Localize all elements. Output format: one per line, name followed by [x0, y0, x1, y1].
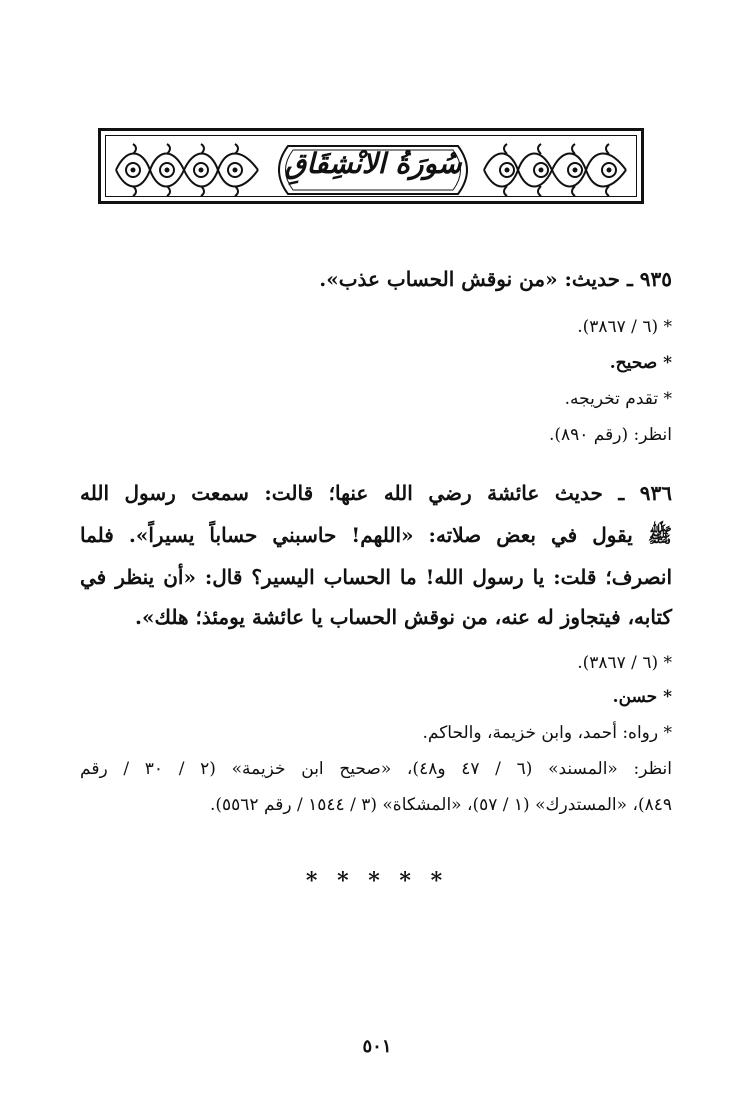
- arabesque-ornament-right-icon: [480, 142, 630, 198]
- hadith-936-line-1: ٩٣٦ ـ حديث عائشة رضي الله عنها؛ قالت: سمعت رسول الله: [80, 481, 672, 505]
- hadith-936-reference: * (٦ / ٣٨٦٧).: [577, 653, 672, 673]
- hadith-936-see-also-2: ٨٤٩)، «المستدرك» (١ / ٥٧)، «المشكاة» (٣ / ١٥٤٤ / رقم ٥٥٦٢).: [209, 795, 672, 815]
- hadith-936-line-3: انصرف؛ قلت: يا رسول الله! ما الحساب اليسير؟ قال: «أن ينظر في: [80, 565, 672, 589]
- hadith-935-text: ٩٣٥ ـ حديث: «من نوقش الحساب عذب».: [319, 267, 672, 291]
- arabesque-ornament-left-icon: [112, 142, 262, 198]
- banner-inner-frame: [105, 135, 637, 197]
- hadith-935-note: * تقدم تخريجه.: [564, 389, 672, 409]
- surah-header-banner: [98, 128, 644, 204]
- page-number: ٥٠١: [362, 1036, 392, 1057]
- hadith-936-line-4: كتابه، فيتجاوز له عنه، من نوقش الحساب يا عائشة يومئذ؛ هلك».: [135, 605, 672, 629]
- section-separator: * * * * *: [305, 868, 449, 894]
- hadith-936-grade: * حسن.: [612, 687, 672, 707]
- hadith-936-line-2: ﷺ يقول في بعض صلاته: «اللهم! حاسبني حساباً يسيراً». فلما: [80, 523, 672, 547]
- hadith-936-narrators: * رواه: أحمد، وابن خزيمة، والحاكم.: [422, 723, 672, 743]
- hadith-935-grade: * صحيح.: [609, 353, 672, 373]
- surah-title: سُورَةُ الانْشِقَاقِ: [284, 147, 462, 180]
- hadith-935-reference: * (٦ / ٣٨٦٧).: [577, 317, 672, 337]
- hadith-935-see-also: انظر: (رقم ٨٩٠).: [548, 425, 672, 445]
- hadith-936-see-also-1: انظر: «المسند» (٦ / ٤٧ و٤٨)، «صحيح ابن خزيمة» (٢ / ٣٠ / رقم: [80, 759, 673, 779]
